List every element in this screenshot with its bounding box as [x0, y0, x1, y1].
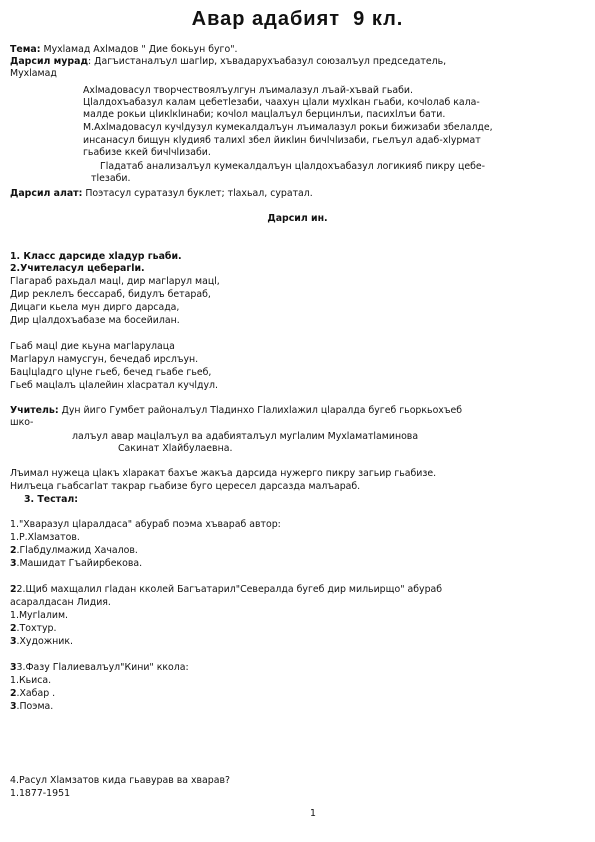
- teacher-line: Сакинат Хlайбулаевна.: [118, 443, 233, 454]
- page-title: Авар адабият 9 кл.: [191, 8, 404, 30]
- question-text: 33.Фазу Гlалиевалъул"Кини" ккола:: [10, 662, 189, 673]
- answer-option: [10, 675, 51, 687]
- poem-line: Дир реклелъ бессараб, бидулъ бетараб,: [10, 289, 211, 300]
- answer-option: [10, 558, 142, 570]
- answer-option: [10, 623, 56, 635]
- option-number: 3: [10, 636, 17, 647]
- teacher-line: [10, 405, 462, 417]
- alat-text: Поэтасул суратазул буклет; тlахьал, суратал.: [82, 188, 313, 199]
- option-text: .Тохтур.: [16, 623, 57, 634]
- lesson-heading: Дарсил ин.: [267, 213, 328, 224]
- question-text: 1."Хваразул цlаралдаса" абураб поэма хъвараб автор:: [10, 519, 281, 530]
- poem-line: Бацlцlадго цlуне гьеб, бечед гьабе гьеб,: [10, 367, 212, 378]
- question-text: 4.Расул Хlамзатов кида гьавурав ва хварав?: [10, 775, 230, 786]
- option-number: 2: [10, 623, 17, 634]
- murad-text: : Дагъистаналъул шагlир, хъвадарухъабазул союзалъул председатель,: [88, 56, 447, 67]
- poem-line: Гlагараб рахьдал мацl, дир магlарул мацl,: [10, 276, 220, 287]
- question-text-body: 3.Фазу Гlалиевалъул"Кини" ккола:: [16, 662, 189, 673]
- question-text-body: 2.Щиб махщалил гlадан кколей Багъатарил"Севералда бугеб дир мильирщо" абураб: [16, 584, 443, 595]
- poem-line: Гьаб мацl дие кьуна магlарулаца: [10, 341, 175, 352]
- option-number: 1: [10, 675, 16, 686]
- answer-option: [10, 532, 80, 544]
- option-number: 2: [10, 688, 17, 699]
- answer-option: [10, 610, 68, 622]
- answer-option: [10, 545, 138, 557]
- option-text: .Р.Хlамзатов.: [15, 532, 80, 543]
- goal-line: тlезаби.: [91, 173, 131, 184]
- option-text: .Машидат Гъайирбекова.: [16, 558, 143, 569]
- tests-heading: 3. Тестал:: [24, 494, 79, 505]
- goal-line: Ахlмадовасул творчествоялъулгун лъималазул лъай-хъвай гьаби.: [83, 85, 413, 96]
- step-item: 1. Класс дарсиде хlадур гьаби.: [10, 251, 182, 262]
- intro-line: Нилъеца гьабсагlат такрар гьабизе буго цересел дарсазда малъараб.: [10, 481, 361, 492]
- option-text: .Кьиса.: [15, 675, 52, 686]
- murad-continuation: Мухlамад: [10, 68, 57, 79]
- goal-line: гьабизе ккей бичlчlизаби.: [83, 147, 211, 158]
- intro-line: Лъимал нужеца цlакъ хlаракат бахъе жакъа дарсида нужерго пикру загьир гьабизе.: [10, 468, 437, 479]
- goal-line: инсанасул бищун кlудияб талихl збел йикlин бичlчlизаби, гьелъул адаб-хlурмат: [83, 135, 481, 146]
- poem-line: Гьеб мацlалъ цlалейин хlасратал кучlдул.: [10, 380, 218, 391]
- answer-option: [10, 636, 73, 648]
- teacher-text: Дун йиго Гумбет районалъул Тlадинхо Гlалихlажил цlаралда бугеб гьоркьохъеб: [58, 405, 463, 416]
- option-text: .Мугlалим.: [15, 610, 68, 621]
- poem-line: Магlарул намусгун, бечедаб ирслъун.: [10, 354, 199, 365]
- option-number: 3: [10, 558, 17, 569]
- option-text: .Художник.: [16, 636, 74, 647]
- option-text: .Поэма.: [16, 701, 54, 712]
- page-number: 1: [310, 808, 316, 819]
- option-text: .Хабар .: [16, 688, 56, 699]
- tema-label: Тема:: [10, 44, 41, 55]
- goal-line: М.Ахlмадовасул кучlдузул кумекалдалъун лъималазул рокьи бижизаби збелалде,: [83, 122, 493, 133]
- teacher-label: Учитель:: [10, 405, 59, 416]
- option-number: 2: [10, 545, 17, 556]
- poem-line: Дир цlалдохъабазе ма босейилан.: [10, 315, 180, 326]
- answer-option: [10, 688, 55, 700]
- answer-option: [10, 701, 53, 713]
- question-text-cont: асаралдасан Лидия.: [10, 597, 111, 608]
- step-item: 2.Учителасул цеберагlи.: [10, 263, 145, 274]
- option-number: 1: [10, 532, 16, 543]
- question-text: 22.Щиб махщалил гlадан кколей Багъатарил"Севералда бугеб дир мильирщо" абураб: [10, 584, 443, 595]
- poem-line: Дицаги кьела мун дирго дарсада,: [10, 302, 180, 313]
- tema-text: Мухlамад Ахlмадов " Дие бокьун буго".: [40, 44, 238, 55]
- goal-line: Цlалдохъабазул калам цебетlезаби, чаахун цlали мухlкан гьаби, кочlолаб кала-: [83, 97, 480, 108]
- murad-label: Дарсил мурад: [10, 56, 89, 67]
- alat-line: [10, 188, 313, 200]
- teacher-line: лалъул авар мацlалъул ва адабияталъул мугlалим Мухlаматlаминова: [72, 431, 419, 442]
- option-number: 3: [10, 701, 17, 712]
- option-number: 1: [10, 610, 16, 621]
- teacher-line: шко-: [10, 417, 34, 428]
- answer-option: 1.1877-1951: [10, 788, 71, 799]
- goal-line: малде рокьи цlикlкlинаби; кочlол мацlалъул берцинлъи, пасихlлъи бати.: [83, 109, 446, 120]
- alat-label: Дарсил алат:: [10, 188, 83, 199]
- goal-line: Гlадатаб анализалъул кумекалдалъун цlалдохъабазул логикияб пикру цебе-: [100, 161, 486, 172]
- tema-line: [10, 44, 238, 56]
- murad-line: [10, 56, 446, 68]
- option-text: .Гlабдулмажид Хачалов.: [16, 545, 138, 556]
